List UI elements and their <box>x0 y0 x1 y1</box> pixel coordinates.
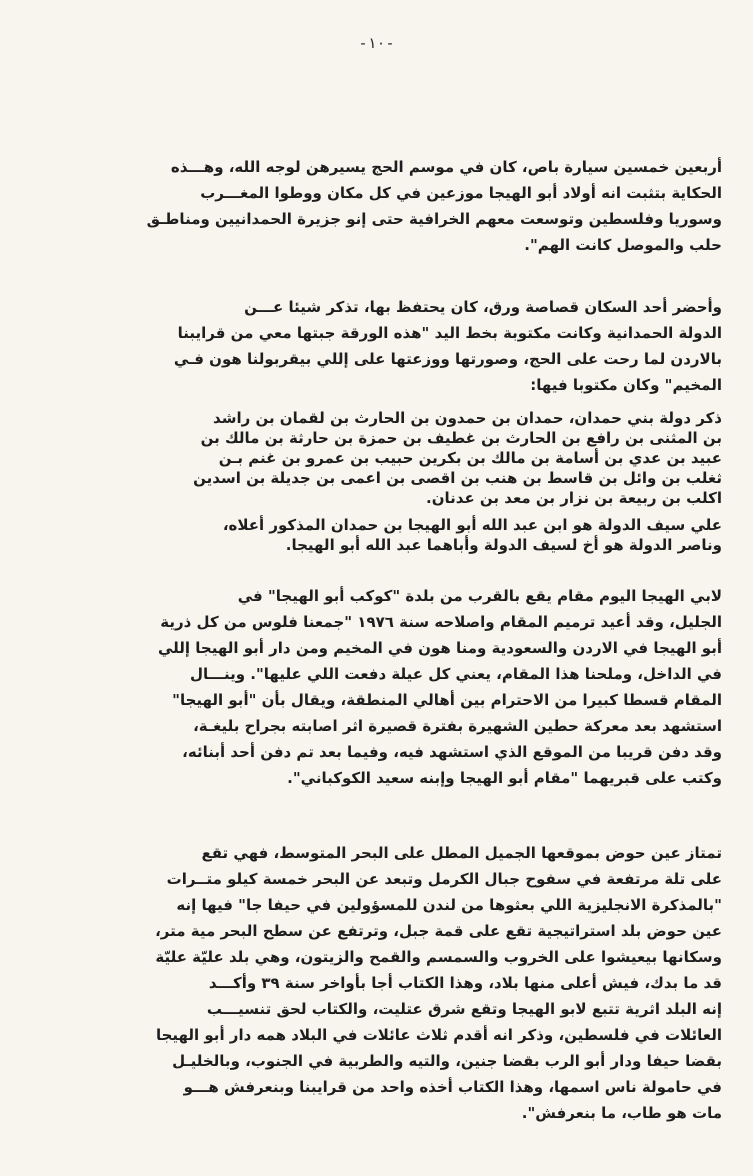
text-line: أربعين خمسين سيارة باص، كان في موسم الحج يسيرهن لوجه الله، وهـــذه <box>170 158 722 176</box>
text-line: في الداخل، وملحنا هذا المقام، يعني كل عيلة دفعت اللي عليها". وينـــال <box>189 665 722 683</box>
text-line: إنه البلد اثرية تتبع لابو الهيجا وتقع شرق عتليت، والكتاب لحق تنسيـــب <box>206 1000 722 1018</box>
text-line: المخيم" وكان مكتوبا فيها: <box>530 376 722 394</box>
text-line: وقد دفن قريبا من الموقع الذي استشهد فيه، وفيما بعد تم دفن أحد أبنائه، <box>182 743 722 761</box>
text-line: الدولة الحمدانية وكانت مكتوبة بخط اليد "هذه الورقة جبتها معي من قرايبنا <box>177 324 722 342</box>
text-line: اكلب بن ربيعة بن نزار بن معد بن عدنان. <box>426 489 722 507</box>
paragraph-3 <box>62 583 722 791</box>
text-line: المقام قسطا كبيرا من الاحترام بين أهالي المنطقة، ويقال بأن "أبو الهيجا" <box>172 691 722 709</box>
text-line: الجليل، وقد أعيد ترميم المقام واصلاحه سنة ١٩٧٦ "جمعنا فلوس من كل ذرية <box>160 613 722 631</box>
text-line: ثغلب بن وائل بن قاسط بن هنب بن اقصى بن اعمى بن جديلة بن اسدين <box>193 469 722 487</box>
text-line: وكتب على قبريهما "مقام أبو الهيجا وإبنه سعيد الكوكباني". <box>287 769 722 787</box>
text-line: عين حوض بلد استراتيجية تقع على قمة جبل، وترتفع عن سطح البحر مية متر، <box>155 922 722 940</box>
text-line: وسكانها بيعيشوا على الخروب والسمسم والقمح والزيتون، وهي بلد عليّة عليّة <box>155 948 722 966</box>
text-line: وناصر الدولة هو أخ لسيف الدولة وأباهما عبد الله أبو الهيجا. <box>285 536 722 554</box>
text-line: عبيد بن عدي بن أسامة بن مالك بن بكرين حبيب بن عمرو بن غنم بـن <box>218 449 722 467</box>
text-line: استشهد بعد معركة حطين الشهيرة بفترة قصيرة اثر اصابته بجراح بليغـة، <box>193 717 722 735</box>
text-line: وسوريا وفلسطين وتوسعت معهم الخرافية حتى إنو جزيرة الحمدانيين ومناطـق <box>146 210 722 228</box>
text-line: بالاردن لما رحت على الحج، وصورتها ووزعتها على إللي بيقربولنا هون فـي <box>173 350 722 368</box>
text-line: علي سيف الدولة هو ابن عبد الله أبو الهيجا بن حمدان المذكور أعلاه، <box>222 516 722 534</box>
page-number: -١٠- <box>358 34 395 52</box>
text-line: بن المثنى بن رافع بن الحارث بن غطيف بن حمزة بن حارثة بن مالك بن <box>200 429 722 447</box>
text-line: تمتاز عين حوض بموقعها الجميل المطل على البحر المتوسط، فهي تقع <box>201 844 722 862</box>
text-line: لابي الهيجا اليوم مقام يقع بالقرب من بلدة "كوكب أبو الهيجا" في <box>237 587 722 605</box>
paragraph-2 <box>62 294 722 398</box>
text-line: أبو الهيجا في الاردن والسعودية ومنا هون في المخيم ومن دار أبو الهيجا إللي <box>158 639 722 657</box>
text-line: "بالمذكرة الانجليزية اللي بعثوها من لندن للمسؤولين في حيفا جا" فيها إنه <box>176 896 722 914</box>
text-line: بقضا حيفا ودار أبو الرب بقضا جنين، والتيه والطربية في الجنوب، وبالخليـل <box>172 1052 722 1070</box>
text-line: ذكر دولة بني حمدان، حمدان بن حمدون بن الحارث بن لقمان بن راشد <box>213 409 722 427</box>
text-line: العائلات في فلسطين، وذكر انه أقدم ثلاث عائلات في البلاد همه دار أبو الهيجا <box>155 1026 722 1044</box>
genealogy-quote <box>62 408 722 508</box>
text-line: الحكاية بتثبت انه أولاد أبو الهيجا موزعين في كل مكان ووطوا المغـــرب <box>200 184 722 202</box>
text-line: مات هو طاب، ما بنعرفش". <box>521 1104 722 1122</box>
text-line: حلب والموصل كانت الهم". <box>524 236 722 254</box>
paragraph-1 <box>62 154 722 258</box>
text-line: على تلة مرتفعة في سفوح جبال الكرمل وتبعد عن البحر خمسة كيلو متــرات <box>166 870 722 888</box>
text-line: وأحضر أحد السكان قصاصة ورق، كان يحتفظ بها، تذكر شيئا عـــن <box>244 298 722 316</box>
text-line: قد ما بدك، فيش أعلى منها بلاد، وهذا الكتاب أجا بأواخر سنة ٣٩ وأكـــد <box>208 974 722 992</box>
paragraph-4 <box>62 840 722 1126</box>
text-line: في حامولة ناس اسمها، وهذا الكتاب أخذه واحد من قرايبنا وبنعرفش هـــو <box>183 1078 722 1096</box>
dynasty-note <box>62 515 722 555</box>
